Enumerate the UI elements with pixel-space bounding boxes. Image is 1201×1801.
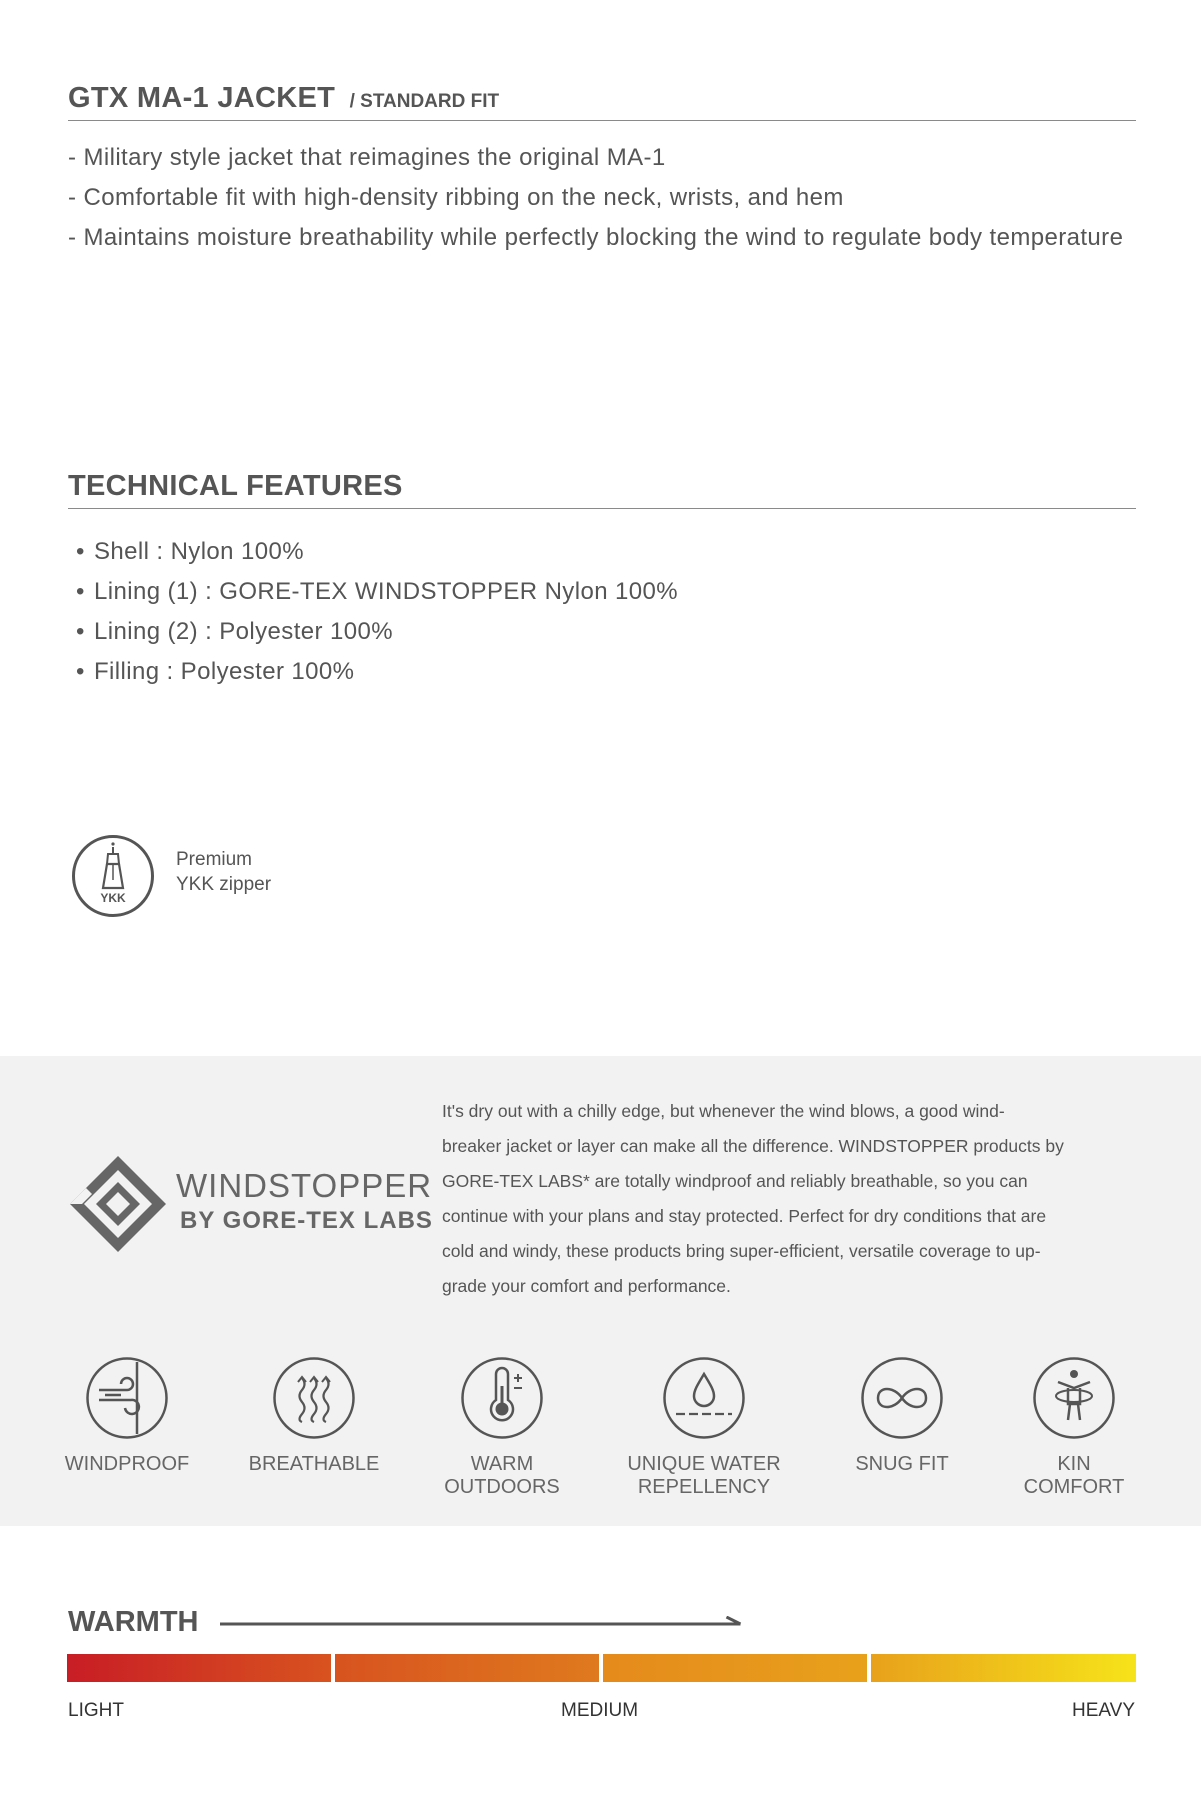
feature-item: • Shell : Nylon 100% xyxy=(76,538,304,565)
feature-warm-outdoors xyxy=(422,1356,582,1499)
feature-snug-fit xyxy=(822,1356,982,1476)
feature-label xyxy=(822,1453,982,1476)
feature-label-line1: BREATHABLE xyxy=(248,1453,380,1475)
zipper-label xyxy=(176,847,271,897)
windproof-icon xyxy=(85,1356,169,1440)
zipper-icon xyxy=(71,834,155,918)
feature-label-line1: WARM xyxy=(470,1453,534,1475)
feature-item-text: Filling : Polyester 100% xyxy=(94,658,355,685)
water-drop-icon xyxy=(662,1356,746,1440)
windstopper-logo-icon xyxy=(66,1152,170,1256)
paragraph-line: cold and windy, these products bring super-efficient, versatile coverage to up- xyxy=(442,1241,1041,1261)
warmth-bar-segment-heavy xyxy=(871,1654,1136,1682)
feature-label-line2: OUTDOORS xyxy=(444,1476,560,1498)
person-comfort-icon xyxy=(1032,1356,1116,1440)
description-line: - Military style jacket that reimagines the original MA-1 xyxy=(68,144,666,171)
paragraph-line: It's dry out with a chilly edge, but whenever the wind blows, a good wind- xyxy=(442,1101,1005,1121)
zipper-label-line1: Premium xyxy=(176,849,253,870)
warmth-label-light: LIGHT xyxy=(68,1700,124,1721)
feature-label-line1: UNIQUE WATER xyxy=(627,1453,781,1475)
feature-water-repellency xyxy=(614,1356,794,1499)
product-name: GTX MA-1 JACKET xyxy=(68,82,336,114)
feature-label-line2: REPELLENCY xyxy=(637,1476,771,1498)
feature-item: • Filling : Polyester 100% xyxy=(76,658,355,685)
product-title-row xyxy=(68,82,1136,121)
feature-label-line1: KIN xyxy=(1057,1453,1091,1475)
feature-label xyxy=(234,1453,394,1476)
infinity-icon xyxy=(860,1356,944,1440)
warmth-bar-segment-light xyxy=(67,1654,331,1682)
paragraph-line: breaker jacket or layer can make all the difference. WINDSTOPPER products by xyxy=(442,1136,1064,1156)
technical-title-row xyxy=(68,470,1136,509)
description-line: - Maintains moisture breathability while perfectly blocking the wind to regulate body temperature xyxy=(68,224,1124,251)
feature-label xyxy=(994,1453,1154,1499)
feature-label-line2: COMFORT xyxy=(1023,1476,1125,1498)
warmth-title: WARMTH xyxy=(68,1606,199,1638)
feature-item-text: Lining (1) : GORE-TEX WINDSTOPPER Nylon 100% xyxy=(94,578,678,605)
feature-label-line1: SNUG FIT xyxy=(855,1453,949,1475)
ykk-badge-text: YKK xyxy=(100,891,126,905)
feature-label xyxy=(422,1453,582,1499)
feature-label xyxy=(614,1453,794,1499)
feature-label-line1: WINDPROOF xyxy=(64,1453,190,1475)
fit-label: / STANDARD FIT xyxy=(349,91,500,112)
zipper-label-line2: YKK zipper xyxy=(176,874,272,895)
feature-item-text: Lining (2) : Polyester 100% xyxy=(94,618,393,645)
warmth-bar-segment-medium-heavy xyxy=(603,1654,867,1682)
paragraph-line: grade your comfort and performance. xyxy=(442,1276,731,1296)
warmth-bar-segment-light-medium xyxy=(335,1654,599,1682)
feature-item-text: Shell : Nylon 100% xyxy=(94,538,304,565)
feature-breathable xyxy=(234,1356,394,1476)
feature-item: • Lining (1) : GORE-TEX WINDSTOPPER Nylon 100% xyxy=(76,578,678,605)
feature-kin-comfort xyxy=(994,1356,1154,1499)
paragraph-line: continue with your plans and stay protected. Perfect for dry conditions that are xyxy=(442,1206,1047,1226)
windstopper-logo-text: WINDSTOPPER xyxy=(176,1167,433,1204)
windstopper-paragraph xyxy=(442,1094,1142,1304)
technical-title: TECHNICAL FEATURES xyxy=(68,470,403,502)
breathable-icon xyxy=(272,1356,356,1440)
feature-item: • Lining (2) : Polyester 100% xyxy=(76,618,393,645)
description-line: - Comfortable fit with high-density ribbing on the neck, wrists, and hem xyxy=(68,184,844,211)
feature-windproof xyxy=(47,1356,207,1476)
warmth-label-medium: MEDIUM xyxy=(561,1700,639,1721)
warmth-label-heavy: HEAVY xyxy=(1072,1700,1136,1721)
thermometer-icon xyxy=(460,1356,544,1440)
feature-label xyxy=(47,1453,207,1476)
windstopper-logo-subtext: BY GORE-TEX LABS xyxy=(180,1207,433,1234)
paragraph-line: GORE-TEX LABS* are totally windproof and reliably breathable, so you can xyxy=(442,1171,1028,1191)
